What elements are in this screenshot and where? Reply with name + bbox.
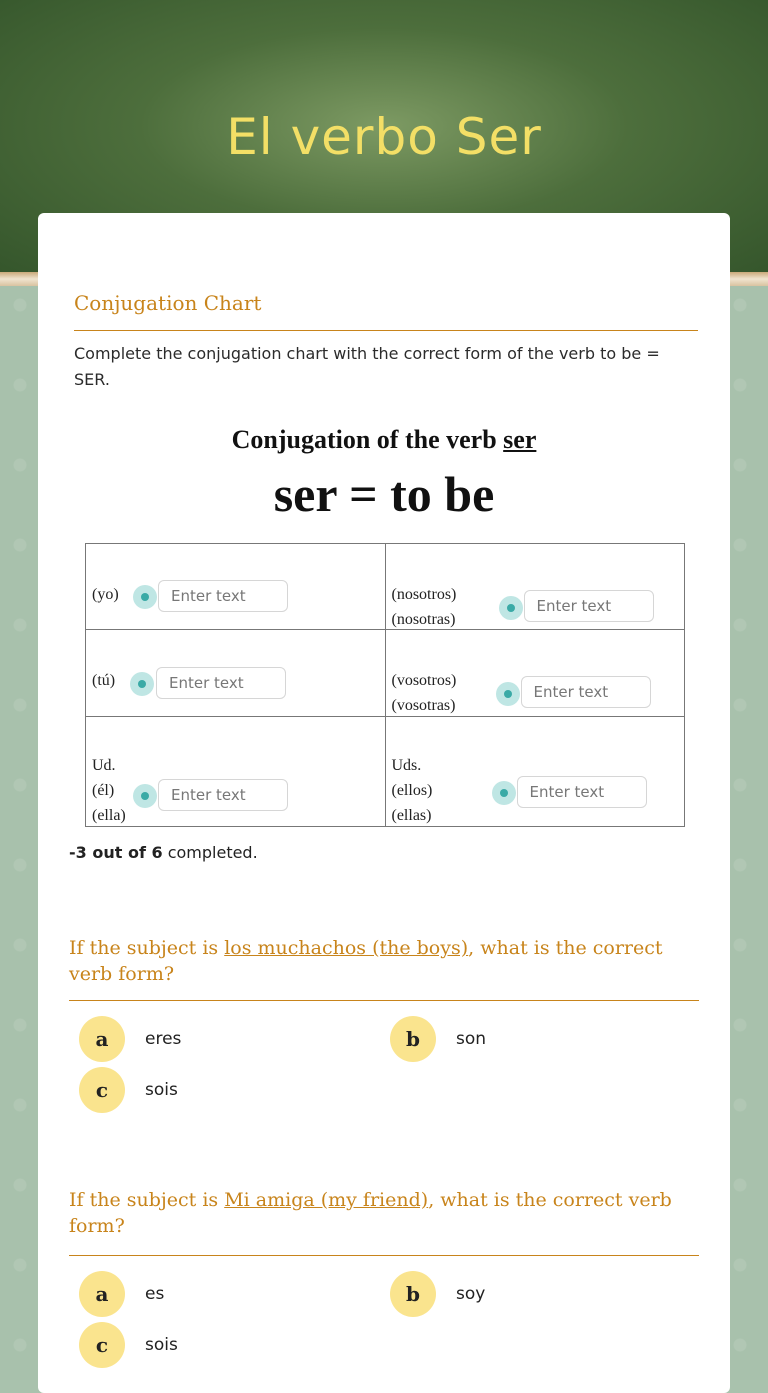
pronoun-uds: Uds. — [391, 757, 422, 774]
input-marker-icon — [133, 784, 157, 808]
question-2-suffix: , what is the correct verb form? — [69, 1189, 672, 1237]
table-cell — [385, 630, 685, 717]
progress-suffix: completed. — [162, 843, 258, 862]
pronoun-tu: (tú) — [92, 672, 116, 689]
input-marker-icon — [133, 585, 157, 609]
question-2-option-b[interactable] — [390, 1271, 485, 1317]
question-1-option-a[interactable] — [79, 1016, 181, 1062]
question-2-prefix: If the subject is — [69, 1189, 225, 1211]
answer-input-nosotros[interactable] — [524, 590, 654, 622]
question-2-text — [69, 1187, 697, 1239]
answer-input-yo[interactable] — [158, 580, 288, 612]
question-2-subject: Mi amiga (my friend) — [224, 1189, 429, 1211]
page-title: El verbo Ser — [226, 108, 542, 166]
table-cell — [385, 717, 685, 827]
progress-count: -3 out of 6 — [69, 843, 163, 862]
option-letter-badge: a — [79, 1271, 125, 1317]
question-1-option-b[interactable] — [390, 1016, 486, 1062]
pronoun-ud: Ud. — [92, 757, 116, 774]
pronoun-yo: (yo) — [92, 586, 119, 603]
table-cell — [86, 544, 386, 630]
pronoun-label — [392, 582, 457, 632]
pronoun-vosotros: (vosotros) — [391, 672, 457, 689]
pronoun-ellas: (ellas) — [391, 807, 432, 824]
pronoun-label — [392, 753, 433, 828]
section-title: Conjugation Chart — [74, 291, 262, 315]
option-letter-badge: a — [79, 1016, 125, 1062]
conjugation-table — [85, 543, 685, 827]
option-label: sois — [145, 1080, 178, 1100]
worksheet-card — [38, 213, 730, 1393]
input-marker-icon — [492, 781, 516, 805]
table-row — [86, 630, 685, 717]
pronoun-label — [92, 582, 119, 607]
chart-heading — [38, 425, 730, 455]
question-1-text — [69, 935, 697, 987]
table-cell — [86, 630, 386, 717]
answer-input-uds[interactable] — [517, 776, 647, 808]
pronoun-label — [392, 668, 457, 718]
question-1-option-c[interactable] — [79, 1067, 178, 1113]
pronoun-el: (él) — [92, 782, 115, 799]
option-label: sois — [145, 1335, 178, 1355]
question-1-suffix: , what is the correct verb form? — [69, 937, 663, 985]
pronoun-nosotros: (nosotros) — [391, 586, 457, 603]
pronoun-label — [92, 668, 115, 693]
pronoun-nosotras: (nosotras) — [391, 611, 456, 628]
table-cell — [86, 717, 386, 827]
input-marker-icon — [499, 596, 523, 620]
input-marker-icon — [496, 682, 520, 706]
option-label: son — [456, 1029, 487, 1049]
pronoun-vosotras: (vosotras) — [391, 697, 456, 714]
chart-heading-prefix: Conjugation of the verb — [231, 425, 504, 454]
answer-input-ud[interactable] — [158, 779, 288, 811]
option-label: eres — [145, 1029, 182, 1049]
pronoun-ellos: (ellos) — [391, 782, 433, 799]
chart-heading-verb: ser — [503, 425, 537, 454]
question-1-divider — [69, 1000, 699, 1001]
pronoun-label — [92, 753, 126, 828]
instructions-text: Complete the conjugation chart with the correct form of the verb to be = SER. — [74, 344, 660, 389]
table-row — [86, 717, 685, 827]
pronoun-ella: (ella) — [92, 807, 126, 824]
option-label: es — [145, 1284, 165, 1304]
option-letter-badge: b — [390, 1016, 436, 1062]
option-label: soy — [456, 1284, 486, 1304]
progress-status — [69, 843, 258, 862]
answer-input-vosotros[interactable] — [521, 676, 651, 708]
question-1-subject: los muchachos (the boys) — [224, 937, 469, 959]
option-letter-badge: c — [79, 1067, 125, 1113]
table-row — [86, 544, 685, 630]
option-letter-badge: c — [79, 1322, 125, 1368]
input-marker-icon — [130, 672, 154, 696]
table-cell — [385, 544, 685, 630]
section-divider — [74, 330, 698, 331]
question-2-option-c[interactable] — [79, 1322, 178, 1368]
question-2-option-a[interactable] — [79, 1271, 164, 1317]
question-2-divider — [69, 1255, 699, 1256]
question-1-prefix: If the subject is — [69, 937, 225, 959]
answer-input-tu[interactable] — [156, 667, 286, 699]
chart-subheading: ser = to be — [273, 466, 495, 522]
option-letter-badge: b — [390, 1271, 436, 1317]
